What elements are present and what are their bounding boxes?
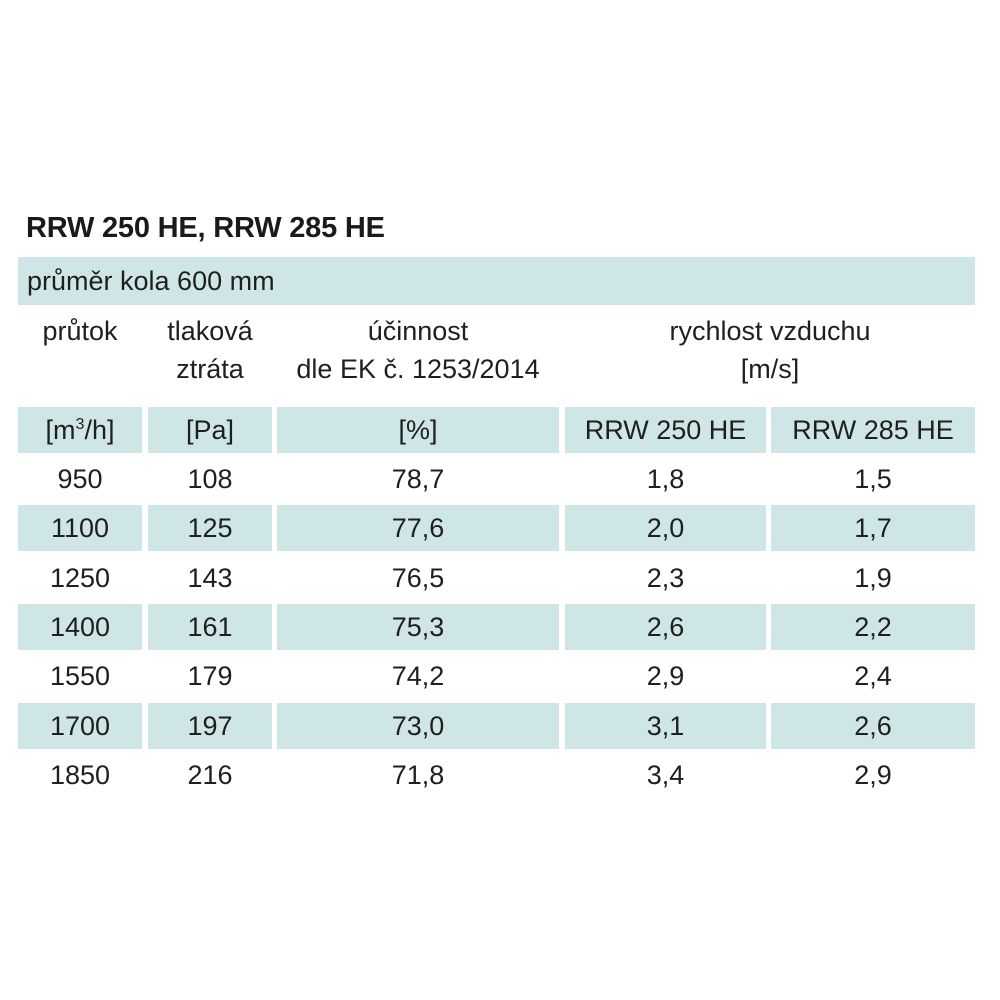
cell-v250: 1,8 [646,464,685,494]
unit-flow-suffix: /h] [84,415,115,445]
cell-flow: 1850 [49,759,111,790]
cell-pressure: 216 [187,759,233,790]
cell-v285: 1,7 [771,505,975,551]
header-efficiency [277,312,559,400]
cell-efficiency: 77,6 [277,505,559,551]
cell-efficiency: 71,8 [391,759,445,790]
cell-pressure: 143 [187,562,233,593]
cell-efficiency: 75,3 [277,604,559,650]
header-velocity [565,312,975,400]
cell-efficiency: 73,0 [277,703,559,749]
cell-v250: 3,1 [565,703,766,749]
cell-v250: 2,6 [565,604,766,650]
cell-flow: 1100 [18,505,142,551]
cell-v285: 2,9 [854,759,892,790]
header-efficiency-line1: účinnost [367,316,469,346]
header-pressure-line1: tlaková [167,316,253,346]
cell-v250: 2,9 [646,661,685,692]
header-flow [18,312,142,400]
cell-pressure: 161 [148,604,272,650]
unit-flow [18,407,142,453]
header-flow-label: průtok [42,316,118,346]
header-pressure [148,312,272,400]
table-subtitle: průměr kola 600 mm [18,257,975,305]
cell-pressure: 197 [148,703,272,749]
cell-pressure: 179 [187,661,233,692]
cell-flow: 1700 [18,703,142,749]
header-velocity-line1: rychlost vzduchu [669,316,871,346]
cell-efficiency: 78,7 [391,464,445,494]
header-efficiency-line2: dle EK č. 1253/2014 [296,354,540,384]
cell-v285: 2,2 [771,604,975,650]
cell-efficiency: 76,5 [391,562,445,593]
cell-pressure: 108 [187,464,233,494]
unit-flow-prefix: [m [45,415,76,445]
unit-pressure: [Pa] [148,407,272,453]
cell-v285: 1,5 [854,464,892,494]
cell-pressure: 125 [148,505,272,551]
unit-efficiency: [%] [277,407,559,453]
unit-flow-sup: 3 [75,416,85,433]
cell-v285: 1,9 [854,562,892,593]
cell-flow: 950 [57,464,103,494]
table-title: RRW 250 HE, RRW 285 HE [26,212,385,244]
header-velocity-line2: [m/s] [740,354,800,384]
cell-v250: 2,0 [565,505,766,551]
unit-velocity-rrw285: RRW 285 HE [771,407,975,453]
cell-v285: 2,4 [854,661,892,692]
cell-v285: 2,6 [771,703,975,749]
cell-flow: 1250 [49,562,111,593]
cell-flow: 1550 [49,661,111,692]
unit-velocity-rrw250: RRW 250 HE [565,407,766,453]
cell-v250: 2,3 [646,562,685,593]
header-pressure-line2: ztráta [176,354,244,384]
cell-v250: 3,4 [646,759,685,790]
cell-flow: 1400 [18,604,142,650]
cell-efficiency: 74,2 [391,661,445,692]
